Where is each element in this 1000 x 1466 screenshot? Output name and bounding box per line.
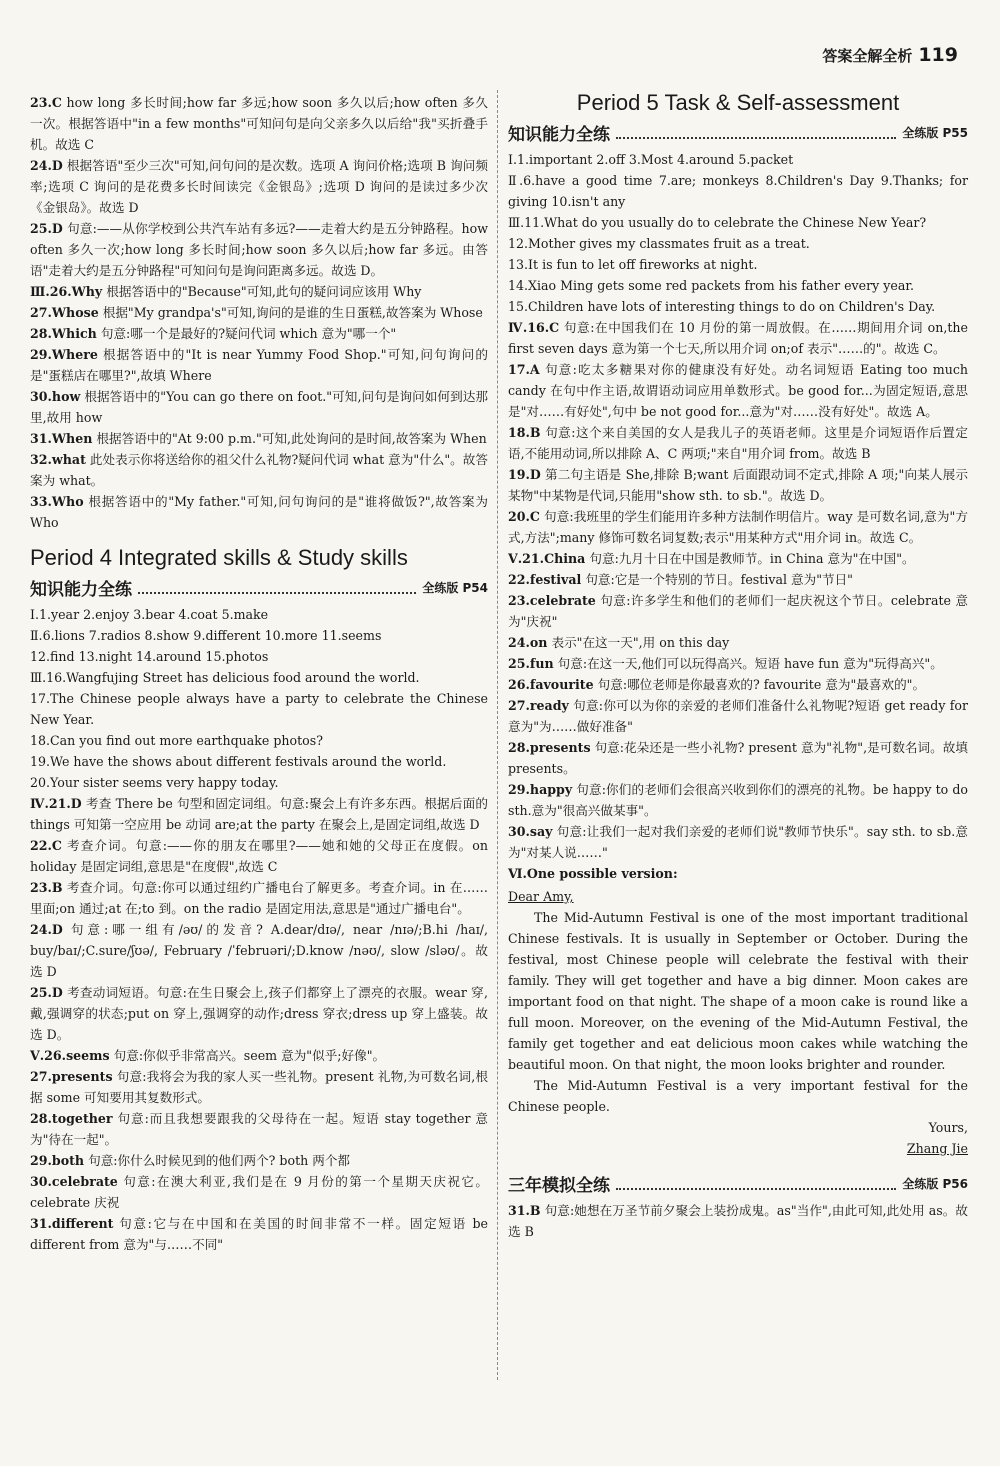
answer-text: 句意:她想在万圣节前夕聚会上装扮成鬼。as"当作",由此可知,此处用 as。故选 B bbox=[508, 1203, 968, 1239]
section-ref: 全练版 P54 bbox=[422, 581, 488, 595]
answer-entry bbox=[508, 170, 968, 212]
answer-entry bbox=[30, 772, 488, 793]
answer-entry bbox=[508, 569, 968, 590]
answer-number: 29.both bbox=[30, 1153, 85, 1168]
answer-entry bbox=[30, 1213, 488, 1255]
answer-number: 25.fun bbox=[508, 656, 554, 671]
answer-entry bbox=[508, 653, 968, 674]
section-heading-right bbox=[508, 120, 968, 145]
answer-entry bbox=[30, 982, 488, 1045]
answer-text: how long 多长时间;how far 多远;how soon 多久以后;how often 多久一次。根据答语中"in a few months"可知问句是向父亲多久以后给"我"买折叠手机。故选 C bbox=[30, 95, 488, 152]
answer-text: 句意:在澳大利亚,我们是在 9 月份的第一个星期天庆祝它。celebrate 庆祝 bbox=[30, 1174, 488, 1210]
answer-number: 24.D bbox=[30, 922, 63, 937]
answer-text: 句意:这个来自美国的女人是我儿子的英语老师。这里是介词短语作后置定语,不能用动词,所以排除 A、C 两项;"来自"用介词 from。故选 B bbox=[508, 425, 968, 461]
answer-number: 18.B bbox=[508, 425, 541, 440]
answer-entry bbox=[30, 688, 488, 730]
answer-text: 句意:九月十日在中国是教师节。in China 意为"在中国"。 bbox=[589, 551, 915, 566]
answer-text: 17.The Chinese people always have a party to celebrate the Chinese New Year. bbox=[30, 691, 488, 727]
section-heading-left bbox=[30, 575, 488, 600]
right-answers-part1 bbox=[508, 149, 968, 884]
answer-text: 表示"在这一天",用 on this day bbox=[551, 635, 730, 650]
answer-entry bbox=[30, 730, 488, 751]
answer-entry bbox=[508, 359, 968, 422]
period5-heading: Period 5 Task & Self-assessment bbox=[576, 90, 900, 115]
answer-entry bbox=[30, 302, 488, 323]
answer-text: 句意:许多学生和他们的老师们一起庆祝这个节日。celebrate 意为"庆祝" bbox=[508, 593, 968, 629]
answer-entry bbox=[508, 422, 968, 464]
section-ref: 全练版 P55 bbox=[902, 126, 968, 140]
answer-entry bbox=[30, 449, 488, 491]
sample-essay bbox=[508, 886, 968, 1159]
answer-number: Ⅳ.16.C bbox=[508, 320, 560, 335]
answer-entry bbox=[508, 632, 968, 653]
answer-text: 句意:——从你学校到公共汽车站有多远?——走着大约是五分钟路程。how often 多久一次;how long 多长时间;how soon 多久以后;how far 多远。由答语"走着大约是五分钟路程"可知问句是询问距离多远。故选 D。 bbox=[30, 221, 488, 278]
answer-number: 23.B bbox=[30, 880, 63, 895]
answer-number: Ⅲ.26.Why bbox=[30, 284, 103, 299]
answer-entry bbox=[508, 464, 968, 506]
answer-text: 考查动词短语。句意:在生日聚会上,孩子们都穿上了漂亮的衣服。wear 穿,戴,强调穿的状态;put on 穿上,强调穿的动作;dress 穿衣;dress up 穿上盛装。故选 D。 bbox=[30, 985, 488, 1042]
answer-text: 第二句主语是 She,排除 B;want 后面跟动词不定式,排除 A 项;"向某人展示某物"中某物是代词,只能用"show sth. to sb."。故选 D。 bbox=[508, 467, 968, 503]
leader-dots bbox=[138, 582, 416, 594]
answer-entry bbox=[508, 149, 968, 170]
answer-text: 句意:它与在中国和在美国的时间非常不一样。固定短语 be different from 意为"与……不同" bbox=[30, 1216, 488, 1252]
answer-number: 20.C bbox=[508, 509, 540, 524]
answer-number: 30.celebrate bbox=[30, 1174, 118, 1189]
answer-entry bbox=[30, 218, 488, 281]
answer-entry bbox=[508, 863, 968, 884]
answer-entry bbox=[508, 254, 968, 275]
answer-text: 句意:它是一个特别的节日。festival 意为"节日" bbox=[585, 572, 853, 587]
answer-text: 句意:哪一个是最好的?疑问代词 which 意为"哪一个" bbox=[100, 326, 397, 341]
answer-entry bbox=[30, 386, 488, 428]
answer-entry bbox=[508, 275, 968, 296]
answer-number: 28.Which bbox=[30, 326, 97, 341]
answer-entry bbox=[508, 779, 968, 821]
answer-text: 13.It is fun to let off fireworks at night. bbox=[508, 257, 758, 272]
answer-entry bbox=[508, 317, 968, 359]
right-column bbox=[508, 92, 968, 1242]
answer-entry bbox=[30, 751, 488, 772]
answer-text: Ⅱ.6.have a good time 7.are; monkeys 8.Children's Day 9.Thanks; for giving 10.isn't any bbox=[508, 173, 968, 209]
answer-text: 根据答语中的"At 9:00 p.m."可知,此处询问的是时间,故答案为 When bbox=[96, 431, 487, 446]
answer-text: 句意:让我们一起对我们亲爱的老师们说"教师节快乐"。say sth. to sb.意为"对某人说……" bbox=[508, 824, 968, 860]
answer-entry bbox=[508, 737, 968, 779]
period4-heading: Period 4 Integrated skills & Study skills bbox=[30, 545, 408, 570]
section-title: 知识能力全练 bbox=[30, 580, 132, 600]
answer-text: 根据答语"至少三次"可知,问句问的是次数。选项 A 询问价格;选项 B 询问频率;选项 C 询问的是花费多长时间读完《金银岛》;选项 D 询问的是读过多少次《金银岛》。故选 D bbox=[30, 158, 488, 215]
answer-text: 句意:哪一组有/əʊ/的发音? A.dear/dɪə/, near /nɪə/;B.hi /haɪ/, buy/baɪ/;C.sure/ʃʊə/, February /ˈfebruəri/;D.know /nəʊ/, slow /sləʊ/。故选 D bbox=[30, 922, 488, 979]
answer-entry bbox=[30, 646, 488, 667]
answer-number: 30.how bbox=[30, 389, 81, 404]
answer-number: 17.A bbox=[508, 362, 540, 377]
section-ref: 全练版 P56 bbox=[902, 1177, 968, 1191]
answer-number: Ⅴ.26.seems bbox=[30, 1048, 110, 1063]
header-title: 答案全解全析 bbox=[822, 47, 913, 65]
answer-text: Ⅱ.6.lions 7.radios 8.show 9.different 10.more 11.seems bbox=[30, 628, 382, 643]
answer-text: 根据答语中的"It is near Yummy Food Shop."可知,问句询问的是"蛋糕店在哪里?",故填 Where bbox=[30, 347, 488, 383]
answer-text: 根据答语中的"My father."可知,问句询问的是"谁将做饭?",故答案为 Who bbox=[30, 494, 488, 530]
answer-entry bbox=[508, 506, 968, 548]
answer-number: 31.different bbox=[30, 1216, 114, 1231]
answer-entry bbox=[30, 1150, 488, 1171]
answer-text: 根据"My grandpa's"可知,询问的是谁的生日蛋糕,故答案为 Whose bbox=[102, 305, 483, 320]
answer-number: 33.Who bbox=[30, 494, 84, 509]
answer-entry bbox=[30, 1066, 488, 1108]
answer-text: 句意:你似乎非常高兴。seem 意为"似乎;好像"。 bbox=[113, 1048, 386, 1063]
answer-entry bbox=[508, 212, 968, 233]
answer-number: 22.C bbox=[30, 838, 62, 853]
answer-entry bbox=[30, 344, 488, 386]
answer-text: 句意:在这一天,他们可以玩得高兴。短语 have fun 意为"玩得高兴"。 bbox=[557, 656, 943, 671]
answer-entry bbox=[30, 1171, 488, 1213]
column-divider bbox=[497, 90, 499, 1380]
answer-text: 根据答语中的"You can go there on foot."可知,问句是询问如何到达那里,故用 how bbox=[30, 389, 488, 425]
answer-text: 句意:我班里的学生们能用许多种方法制作明信片。way 是可数名词,意为"方式,方法";many 修饰可数名词复数;表示"用某种方式"用介词 in。故选 C。 bbox=[508, 509, 968, 545]
left-column bbox=[30, 92, 488, 1255]
answer-text: 句意:而且我想要跟我的父母待在一起。短语 stay together 意为"待在一起"。 bbox=[30, 1111, 488, 1147]
answer-text: 句意:你什么时候见到的他们两个? both 两个都 bbox=[88, 1153, 351, 1168]
section-heading-right-2 bbox=[508, 1171, 968, 1196]
answer-text: 句意:吃太多糖果对你的健康没有好处。动名词短语 Eating too much candy 在句中作主语,故谓语动词应用单数形式。be good for...为固定短语,意思是"对……有好处",句中 be not good for...意为"对……没有好处"。故选 A。 bbox=[508, 362, 968, 419]
essay-closing: Yours, bbox=[928, 1120, 968, 1135]
answer-text: 句意:哪位老师是你最喜欢的? favourite 意为"最喜欢的"。 bbox=[597, 677, 926, 692]
left-answers-part1 bbox=[30, 92, 488, 533]
answer-number: 25.D bbox=[30, 985, 63, 1000]
answer-entry bbox=[508, 590, 968, 632]
answer-number: 24.on bbox=[508, 635, 548, 650]
answer-text: Ⅰ.1.important 2.off 3.Most 4.around 5.packet bbox=[508, 152, 794, 167]
answer-text: 12.Mother gives my classmates fruit as a treat. bbox=[508, 236, 810, 251]
answer-entry bbox=[508, 821, 968, 863]
answer-number: Ⅳ.21.D bbox=[30, 796, 82, 811]
answer-number: 19.D bbox=[508, 467, 541, 482]
essay-signature: Zhang Jie bbox=[906, 1141, 968, 1156]
answer-number: 24.D bbox=[30, 158, 63, 173]
answer-entry bbox=[30, 604, 488, 625]
answer-entry bbox=[30, 667, 488, 688]
answer-text: 考查介词。句意:——你的朋友在哪里?——她和她的父母正在度假。on holiday 是固定词组,意思是"在度假",故选 C bbox=[30, 838, 488, 874]
answer-number: Ⅴ.21.China bbox=[508, 551, 586, 566]
answer-entry bbox=[30, 793, 488, 835]
answer-text: 句意:在中国我们在 10 月份的第一周放假。在……期间用介词 on,the first seven days 意为第一个七天,所以用介词 on;of 表示"……的"。故选 C。 bbox=[508, 320, 968, 356]
answer-entry bbox=[30, 1045, 488, 1066]
answer-text: 15.Children have lots of interesting things to do on Children's Day. bbox=[508, 299, 936, 314]
essay-paragraph: The Mid-Autumn Festival is one of the most important traditional Chinese festivals. It is usually in September or October. During the festival, most Chinese people will celebrate the festival with their family. They will get together and have a big dinner. Moon cakes are important food on that night. The shape of a moon cake is round like a full moon. Moreover, on the evening of the Mid-Autumn Festival, the family get together and eat delicious moon cakes while watching the beautiful moon. On that night, the moon looks brighter and rounder. bbox=[508, 910, 968, 1072]
answer-entry bbox=[30, 625, 488, 646]
essay-paragraph: The Mid-Autumn Festival is a very important festival for the Chinese people. bbox=[508, 1078, 968, 1114]
answer-entry bbox=[508, 674, 968, 695]
answer-number: 30.say bbox=[508, 824, 553, 839]
answer-entry bbox=[30, 428, 488, 449]
answer-entry bbox=[30, 835, 488, 877]
answer-entry bbox=[30, 877, 488, 919]
answer-text: 考查 There be 句型和固定词组。句意:聚会上有许多东西。根据后面的 things 可知第一空应用 be 动词 are;at the party 在聚会上,是固定词组,故选 D bbox=[30, 796, 488, 832]
page-header bbox=[822, 44, 958, 66]
answer-entry bbox=[508, 1200, 968, 1242]
answer-text: Ⅲ.11.What do you usually do to celebrate the Chinese New Year? bbox=[508, 215, 927, 230]
left-answers-part2 bbox=[30, 604, 488, 1255]
answer-entry bbox=[508, 296, 968, 317]
answer-number: 29.happy bbox=[508, 782, 573, 797]
answer-text: 18.Can you find out more earthquake photos? bbox=[30, 733, 323, 748]
answer-number: 23.C bbox=[30, 95, 62, 110]
answer-number: 31.B bbox=[508, 1203, 541, 1218]
answer-text: 句意:花朵还是一些小礼物? present 意为"礼物",是可数名词。故填 presents。 bbox=[508, 740, 968, 776]
answer-text: Ⅲ.16.Wangfujing Street has delicious food around the world. bbox=[30, 670, 420, 685]
answer-entry bbox=[30, 155, 488, 218]
answer-entry bbox=[30, 281, 488, 302]
answer-entry bbox=[30, 323, 488, 344]
right-answers-part3 bbox=[508, 1200, 968, 1242]
answer-entry bbox=[30, 1108, 488, 1150]
section-title: 三年模拟全练 bbox=[508, 1176, 610, 1196]
answer-number: 22.festival bbox=[508, 572, 582, 587]
answer-number: 25.D bbox=[30, 221, 63, 236]
essay-salutation: Dear Amy, bbox=[508, 889, 574, 904]
answer-entry bbox=[508, 233, 968, 254]
answer-number: 27.presents bbox=[30, 1069, 113, 1084]
answer-text: 根据答语中的"Because"可知,此句的疑问词应该用 Why bbox=[106, 284, 422, 299]
answer-text: 考查介词。句意:你可以通过纽约广播电台了解更多。考查介词。in 在……里面;on 通过;at 在;to 到。on the radio 是固定用法,意思是"通过广播电台"。 bbox=[30, 880, 488, 916]
answer-text: 14.Xiao Ming gets some red packets from his father every year. bbox=[508, 278, 914, 293]
answer-number: Ⅵ.One possible version: bbox=[508, 866, 678, 881]
answer-text: 句意:你们的老师们会很高兴收到你们的漂亮的礼物。be happy to do sth.意为"很高兴做某事"。 bbox=[508, 782, 968, 818]
answer-number: 27.ready bbox=[508, 698, 569, 713]
answer-entry bbox=[30, 92, 488, 155]
answer-number: 27.Whose bbox=[30, 305, 99, 320]
answer-text: 句意:我将会为我的家人买一些礼物。present 礼物,为可数名词,根据 some 可知要用其复数形式。 bbox=[30, 1069, 489, 1105]
answer-entry bbox=[30, 919, 488, 982]
answer-number: 26.favourite bbox=[508, 677, 594, 692]
answer-entry bbox=[30, 491, 488, 533]
leader-dots bbox=[616, 127, 896, 139]
answer-entry bbox=[508, 695, 968, 737]
answer-number: 28.presents bbox=[508, 740, 591, 755]
answer-text: 20.Your sister seems very happy today. bbox=[30, 775, 279, 790]
answer-number: 23.celebrate bbox=[508, 593, 596, 608]
answer-text: Ⅰ.1.year 2.enjoy 3.bear 4.coat 5.make bbox=[30, 607, 269, 622]
answer-number: 29.Where bbox=[30, 347, 98, 362]
answer-text: 句意:你可以为你的亲爱的老师们准备什么礼物呢?短语 get ready for 意为"为……做好准备" bbox=[508, 698, 968, 734]
answer-number: 31.When bbox=[30, 431, 93, 446]
answer-text: 此处表示你将送给你的祖父什么礼物?疑问代词 what 意为"什么"。故答案为 what。 bbox=[30, 452, 488, 488]
answer-text: 12.find 13.night 14.around 15.photos bbox=[30, 649, 269, 664]
section-title: 知识能力全练 bbox=[508, 125, 610, 145]
answer-number: 28.together bbox=[30, 1111, 113, 1126]
answer-number: 32.what bbox=[30, 452, 86, 467]
leader-dots bbox=[616, 1178, 896, 1190]
answer-entry bbox=[508, 548, 968, 569]
answer-text: 19.We have the shows about different festivals around the world. bbox=[30, 754, 447, 769]
page-number: 119 bbox=[918, 44, 958, 66]
